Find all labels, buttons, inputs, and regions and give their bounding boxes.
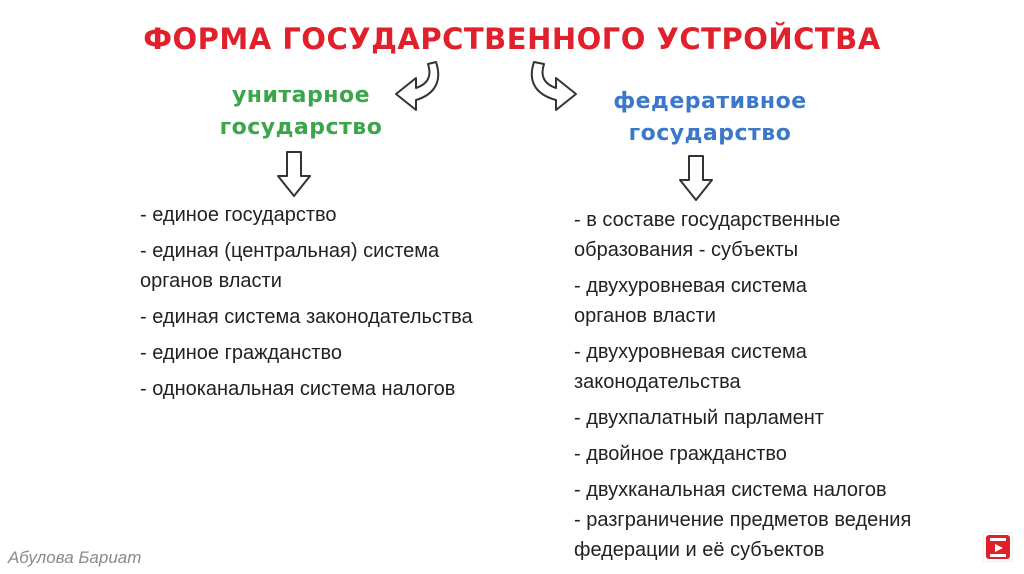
federative-heading-line2: государство [628, 121, 792, 146]
subscribe-logo[interactable] [983, 532, 1013, 562]
list-item: органов власти [574, 305, 716, 327]
unitary-features-list [140, 200, 560, 404]
list-item: федерации и её субъектов [574, 539, 825, 561]
list-item: органов власти [140, 270, 282, 292]
list-item: - разграничение предметов ведения [574, 509, 912, 531]
curved-arrow-right-icon [520, 58, 582, 114]
slide-title: ФОРМА ГОСУДАРСТВЕННОГО УСТРОЙСТВА [143, 22, 881, 56]
list-item: - единая (центральная) система [140, 240, 440, 262]
federative-features-list [574, 205, 994, 565]
unitary-heading-line2: государство [219, 115, 383, 140]
federative-heading [580, 86, 840, 150]
list-item: - двухуровневая система [574, 275, 807, 297]
list-item: - одноканальная система налогов [140, 378, 456, 400]
list-item: законодательства [574, 371, 741, 393]
federative-heading-line1: федеративное [613, 89, 807, 114]
list-item: - в составе государственные [574, 209, 841, 231]
down-arrow-left-icon [276, 150, 312, 198]
list-item: - двухканальная система налогов [574, 479, 887, 501]
list-item: - единое государство [140, 204, 337, 226]
unitary-heading-line1: унитарное [231, 83, 371, 108]
list-item: - двухуровневая система [574, 341, 807, 363]
down-arrow-right-icon [678, 154, 714, 202]
author-watermark: Абулова Бариат [8, 548, 142, 567]
list-item: - единая система законодательства [140, 306, 473, 328]
list-item: - единое гражданство [140, 342, 343, 364]
unitary-heading [186, 80, 416, 144]
list-item: образования - субъекты [574, 239, 799, 261]
list-item: - двойное гражданство [574, 443, 787, 465]
subscribe-logo-icon [984, 533, 1012, 561]
list-item: - двухпалатный парламент [574, 407, 824, 429]
